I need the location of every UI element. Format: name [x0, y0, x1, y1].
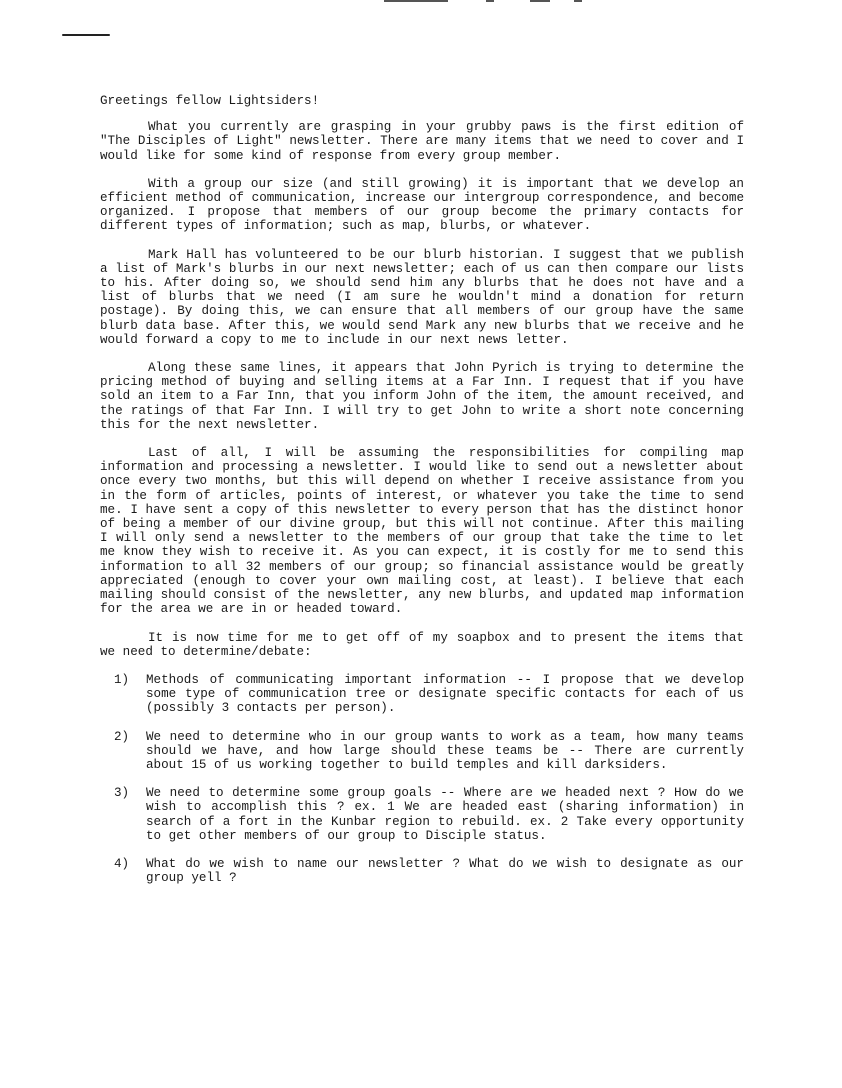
- list-item-number: 2): [114, 729, 130, 744]
- letter-body: [100, 94, 744, 899]
- paragraph-blurb-historian: Mark Hall has volunteered to be our blurb historian. I suggest that we publish a list of Mark's blurbs in our next newsletter; each of us can then compare our lists to his. After doing so, we should send him any blurbs that he does not have and a list of blurbs that we need (I am sure he wouldn't mind a donation for return postage). By doing this, we can ensure that all members of our group have the same blurb data base. After this, we would send Mark any new blurbs that we receive and he would forward a copy to me to include in our next news letter.: [100, 247, 744, 347]
- agenda-list: [100, 673, 744, 885]
- scan-artifact-line: [530, 0, 550, 2]
- paragraph-communication: With a group our size (and still growing) it is important that we develop an efficient method of communication, increase our intergroup correspondence, and become organized. I propose that members of our group become the primary contacts for different types of information; such as map, blurbs, or whatever.: [100, 176, 744, 234]
- paragraph-intro: What you currently are grasping in your grubby paws is the first edition of "The Disciples of Light" newsletter. There are many items that we need to cover and I would like for some kind of response from every group member.: [100, 120, 744, 163]
- list-item: [100, 786, 744, 843]
- list-item-number: 4): [114, 856, 130, 871]
- list-item-number: 1): [114, 672, 130, 687]
- letter-greeting: Greetings fellow Lightsiders!: [100, 94, 320, 108]
- scan-artifact-line: [384, 0, 448, 2]
- list-item-text: Methods of communicating important information -- I propose that we develop some type of communication tree or designate specific contacts for each of us (possibly 3 contacts per person).: [146, 672, 744, 716]
- paragraph-newsletter-duties: Last of all, I will be assuming the responsibilities for compiling map information and processing a newsletter. I would like to send out a newsletter about once every two months, but this will depend on whether I receive assistance from you in the form of articles, points of interest, or whatever you take the time to send me. I have sent a copy of this newsletter to every person that has the distinct honor of being a member of our divine group, but this will not continue. After this mailing I will only send a newsletter to the members of our group that take the time to let me know they wish to receive it. As you can expect, it is costly for me to send this information to all 32 members of our group; so financial assistance would be greatly appreciated (enough to cover your own mailing cost, at least). I believe that each mailing should consist of the newsletter, any new blurbs, and updated map information for the area we are in or headed toward.: [100, 446, 744, 617]
- list-item: [100, 857, 744, 885]
- list-item-number: 3): [114, 786, 130, 801]
- list-item: [100, 673, 744, 716]
- paragraph-agenda-intro: It is now time for me to get off of my soapbox and to present the items that we need to determine/debate:: [100, 630, 744, 659]
- scan-artifact-line: [574, 0, 582, 2]
- list-item: [100, 730, 744, 773]
- scan-artifact-line: [486, 0, 494, 2]
- scan-artifact-mark: [62, 34, 110, 36]
- list-item-text: We need to determine some group goals -- Where are we headed next ? How do we wish to accomplish this ? ex. 1 We are headed east (sharing information) in search of a fort in the Kunbar region to rebuild. ex. 2 Take every opportunity to get other members of our group to Disciple status.: [146, 786, 744, 843]
- list-item-text: What do we wish to name our newsletter ? What do we wish to designate as our group yell ?: [146, 856, 744, 886]
- list-item-text: We need to determine who in our group wants to work as a team, how many teams should we have, and how large should these teams be -- There are currently about 15 of us working together to build temples and kill darksiders.: [146, 729, 744, 772]
- paragraph-far-inn-pricing: Along these same lines, it appears that John Pyrich is trying to determine the pricing method of buying and selling items at a Far Inn. I request that if you have sold an item to a Far Inn, that you inform John of the item, the amount received, and the ratings of that Far Inn. I will try to get John to write a short note concerning this for the next newsletter.: [100, 361, 744, 432]
